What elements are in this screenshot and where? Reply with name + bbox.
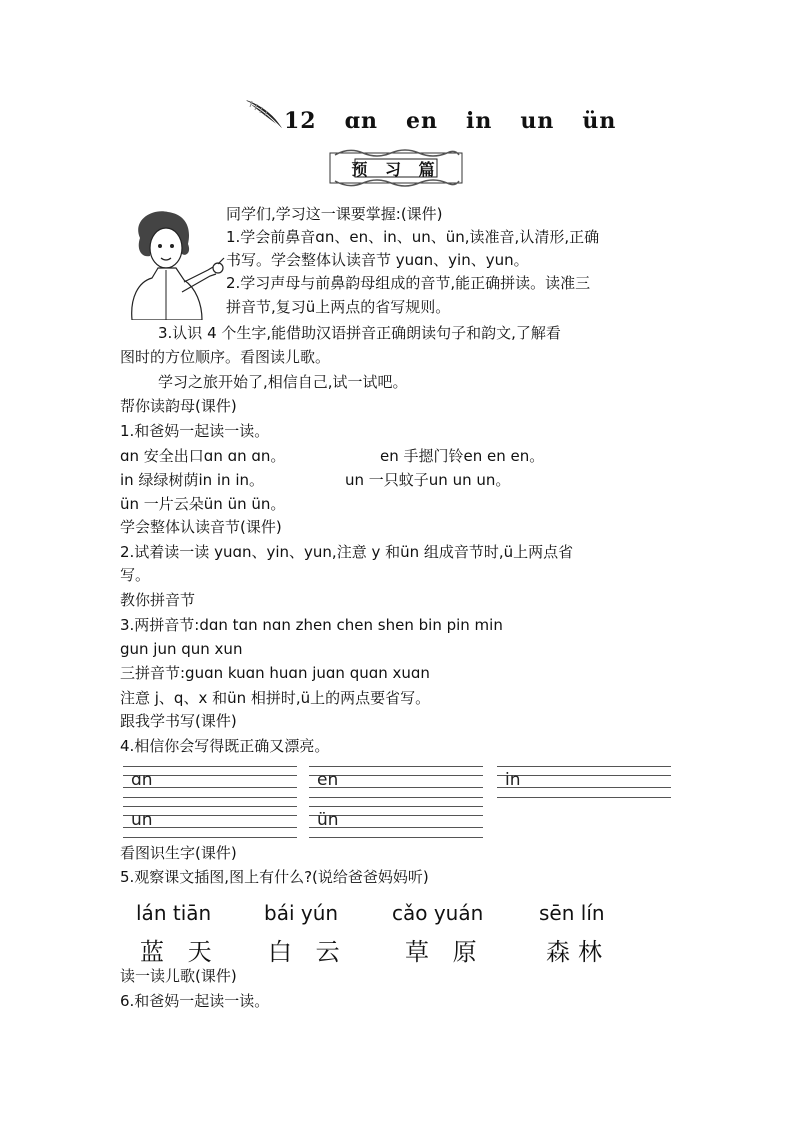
intro-goal-3a: 3.认识 4 个生字,能借助汉语拼音正确朗读句子和韵文,了解看 [158,324,561,342]
rhyme-an: ɑn 安全出口ɑn ɑn ɑn。 [120,447,286,465]
rhyme-en: en 手摁门铃en en en。 [380,447,545,465]
section2-heading: 学会整体认读音节(课件) [120,518,282,536]
rhyme-in: in 绿绿树荫in in in。 [120,471,265,489]
intro-goal-2b: 拼音节,复习ü上两点的省写规则。 [226,298,451,316]
writing-box-an[interactable] [123,766,297,806]
writing-box-in[interactable] [497,766,671,806]
preview-banner [329,147,463,189]
intro-goal-3b: 图时的方位顺序。看图读儿歌。 [120,348,331,366]
section1-task: 1.和爸妈一起读一读。 [120,422,270,440]
writing-box-ün[interactable] [309,806,483,846]
word-pinyin: bái yún [264,901,339,925]
section4-task: 4.相信你会写得既正确又漂亮。 [120,737,330,755]
writing-box-un[interactable] [123,806,297,846]
intro-lead: 同学们,学习这一课要掌握:(课件) [226,205,443,223]
section3-note: 注意 j、q、x 和ün 相拼时,ü上的两点要省写。 [120,689,431,707]
word-hanzi: 白 云 [268,938,348,966]
rhyme-ün: ün 一片云朵ün ün ün。 [120,495,286,513]
section6-task: 6.和爸妈一起读一读。 [120,992,270,1010]
section2-task-b: 写。 [120,566,151,584]
three-part-syllables: 三拼音节:guɑn kuɑn huɑn juɑn quɑn xuɑn [120,664,430,682]
writing-box-label: ɑn [131,770,153,790]
intro-goal-1b: 书写。学会整体认读音节 yuɑn、yin、yun。 [226,251,529,269]
teacher-illustration [122,208,226,320]
word-hanzi: 森林 [546,938,610,966]
two-part-syllables: 3.两拼音节:dɑn tɑn nɑn zhen chen shen bin pin min [120,616,503,634]
intro-goal-2a: 2.学习声母与前鼻韵母组成的音节,能正确拼读。读准三 [226,274,591,292]
writing-box-label: en [317,770,339,790]
rhyme-un: un 一只蚊子un un un。 [345,471,511,489]
word-pinyin: lán tiān [136,901,212,925]
word-pinyin: sēn lín [539,901,605,925]
two-part-syllables-cont: gun jun qun xun [120,640,243,658]
word-hanzi: 草 原 [405,938,485,966]
word-pinyin: cǎo yuán [392,901,484,925]
section6-heading: 读一读儿歌(课件) [120,967,237,985]
quill-pen-icon [244,98,284,132]
writing-box-en[interactable] [309,766,483,806]
section5-heading: 看图识生字(课件) [120,844,237,862]
writing-box-label: un [131,810,153,830]
word-hanzi: 蓝 天 [140,938,220,966]
section1-heading: 帮你读韵母(课件) [120,397,237,415]
intro-encourage: 学习之旅开始了,相信自己,试一试吧。 [158,373,408,391]
writing-box-label: ün [317,810,339,830]
banner-title: 预 习 篇 [351,160,441,179]
intro-goal-1a: 1.学会前鼻音ɑn、en、in、un、ün,读准音,认清形,正确 [226,228,600,246]
section3-heading: 教你拼音节 [120,591,196,609]
lesson-title: 12 ɑn en in un ün [284,108,617,134]
section2-task-a: 2.试着读一读 yuɑn、yin、yun,注意 y 和ün 组成音节时,ü上两点省 [120,543,574,561]
section5-task: 5.观察课文插图,图上有什么?(说给爸爸妈妈听) [120,868,429,886]
lesson-number: 12 [284,108,317,134]
section4-heading: 跟我学书写(课件) [120,712,237,730]
writing-box-label: in [505,770,521,790]
